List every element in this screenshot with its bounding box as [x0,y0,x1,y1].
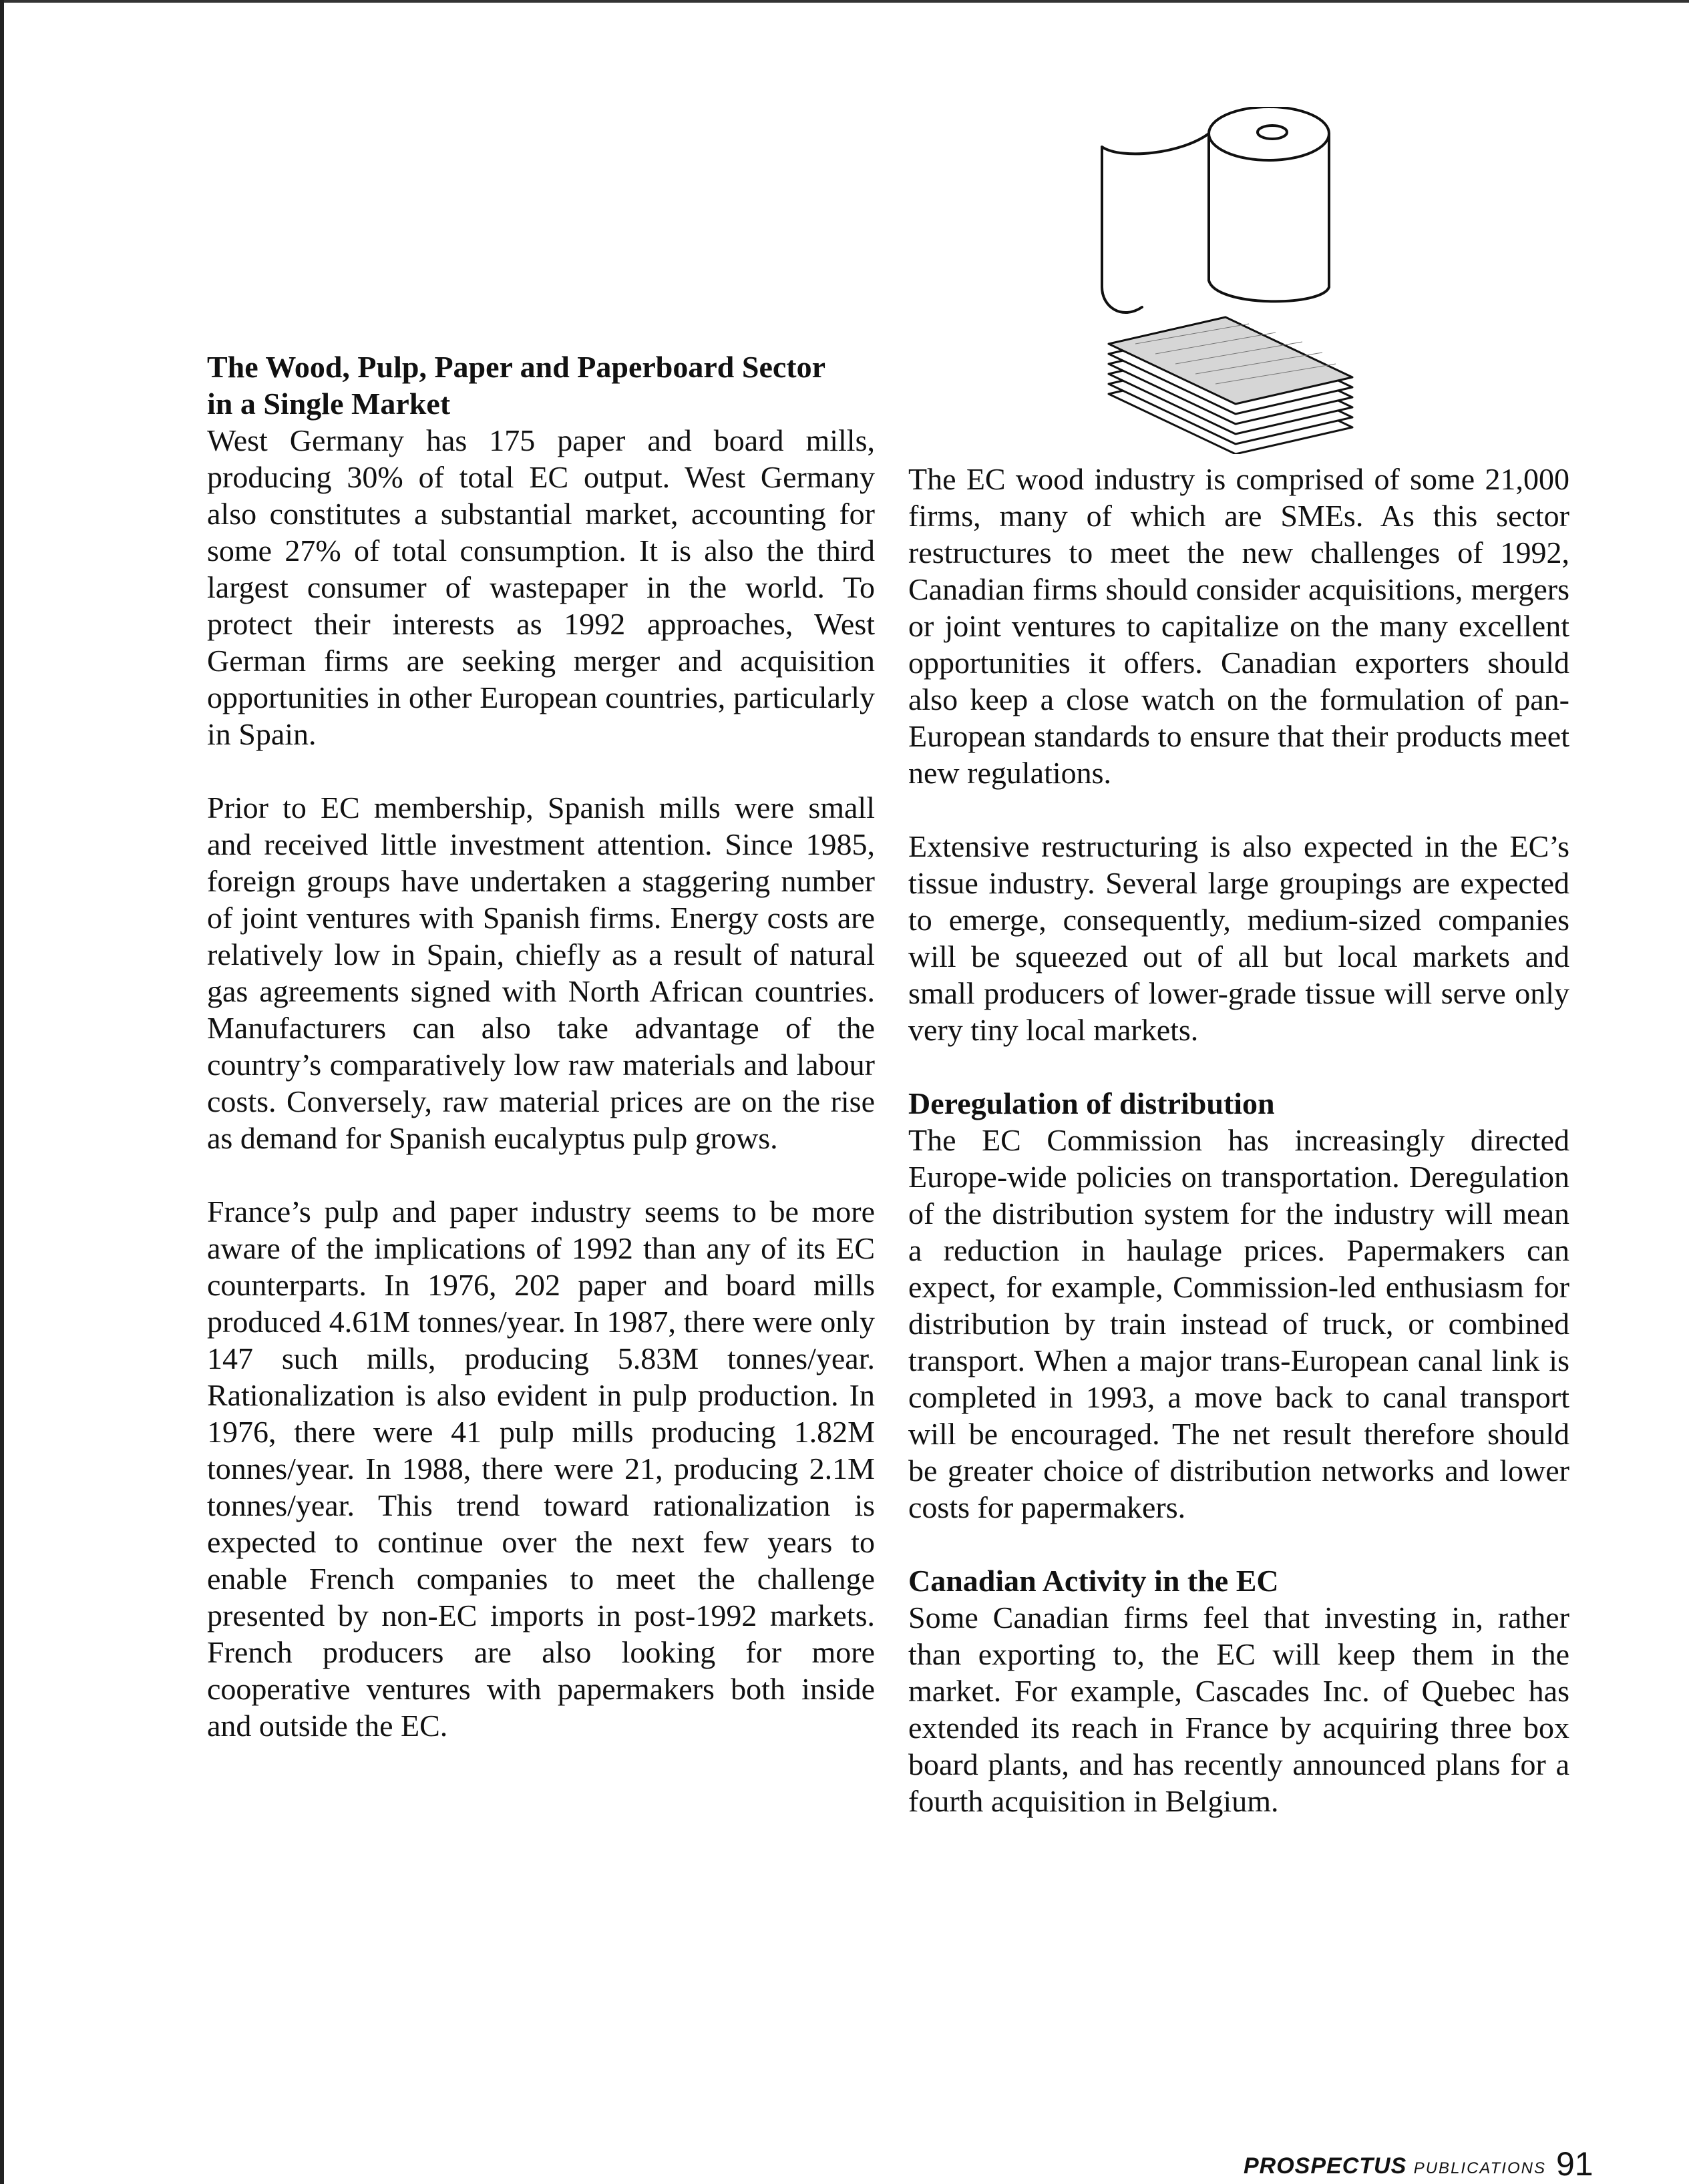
paragraph-deregulation: The EC Commission has increasingly directed Europe-wide policies on transportation. Deregulation of the distribution system for the industry will mean a reduction in haulage prices. Papermakers can expect, for example, Commission-led enthusiasm for distribution by train instead of truck, or combined transport. When a major trans-European canal link is completed in 1993, a move back to canal transport will be encouraged. The net result therefore should be greater choice of distribution networks and lower costs for papermakers. [908,1123,1569,1524]
paragraph-tissue-industry: Extensive restructuring is also expected in the EC’s tissue industry. Several large groupings are expected to emerge, consequently, medium-sized companies will be squeezed out of all but local markets and small producers of lower-grade tissue will serve only very tiny local markets. [908,829,1569,1047]
paragraph-france: France’s pulp and paper industry seems to be more aware of the implications of 1992 than any of its EC counterparts. In 1976, 202 paper and board mills produced 4.61M tonnes/year. In 1987, there were only 147 such mills, producing 5.83M tonnes/year. Rationalization is also evident in pulp production. In 1976, there were 41 pulp mills producing 1.82M tonnes/year. In 1988, there were 21, producing 2.1M tonnes/year. This trend toward rationalization is expected to continue over the next few years to enable French companies to meet the challenge presented by non-EC imports in post-1992 markets. French producers are also looking for more cooperative ventures with papermakers both inside and outside the EC. [207,1194,875,1743]
right-column [908,461,1569,1819]
section-heading-line2: in a Single Market [207,387,451,421]
page-number: 91 [1556,2145,1593,2183]
paragraph-ec-wood-industry: The EC wood industry is comprised of some 21,000 firms, many of which are SMEs. As this sector restructures to meet the new challenges of 1992, Canadian firms should consider acquisitions, mergers or joint ventures to capitalize on the many excellent opportunities it offers. Canadian exporters should also keep a close watch on the formulation of pan-European standards to ensure that their products meet new regulations. [908,462,1569,790]
paragraph-spain: Prior to EC membership, Spanish mills were small and received little investment attention. Since 1985, foreign groups have undertaken a staggering number of joint ventures with Spanish firms. Energy costs are relatively low in Spain, chiefly as a result of natural gas agreements signed with North African countries. Manufacturers can also take advantage of the country’s comparatively low raw materials and labour costs. Conversely, raw material prices are on the rise as demand for Spanish eucalyptus pulp grows. [207,791,875,1155]
page-top-edge [0,0,1689,3]
heading-canadian-activity: Canadian Activity in the EC [908,1564,1279,1598]
publisher-name: PROSPECTUS [1244,2153,1407,2179]
section-heading-line1: The Wood, Pulp, Paper and Paperboard Sector [207,350,826,384]
paragraph-west-germany: West Germany has 175 paper and board mills, producing 30% of total EC output. West Germany also constitutes a substantial market, accounting for some 27% of total consumption. It is also the third largest consumer of wastepaper in the world. To protect their interests as 1992 approaches, West German firms are seeking merger and acquisition opportunities in other European countries, particularly in Spain. [207,423,875,751]
publisher-logo [1244,2153,1546,2179]
paragraph-canadian-activity: Some Canadian firms feel that investing in, rather than exporting to, the EC will keep them in the market. For example, Cascades Inc. of Quebec has extended its reach in France by acquiring three box board plants, and has recently announced plans for a fourth acquisition in Belgium. [908,1600,1569,1818]
page-left-edge [0,0,4,2184]
publisher-sub: PUBLICATIONS [1413,2159,1546,2177]
section-heading [207,349,875,422]
heading-deregulation: Deregulation of distribution [908,1086,1275,1120]
paper-roll-and-sheets-icon [1082,107,1362,454]
left-column [207,349,875,1744]
